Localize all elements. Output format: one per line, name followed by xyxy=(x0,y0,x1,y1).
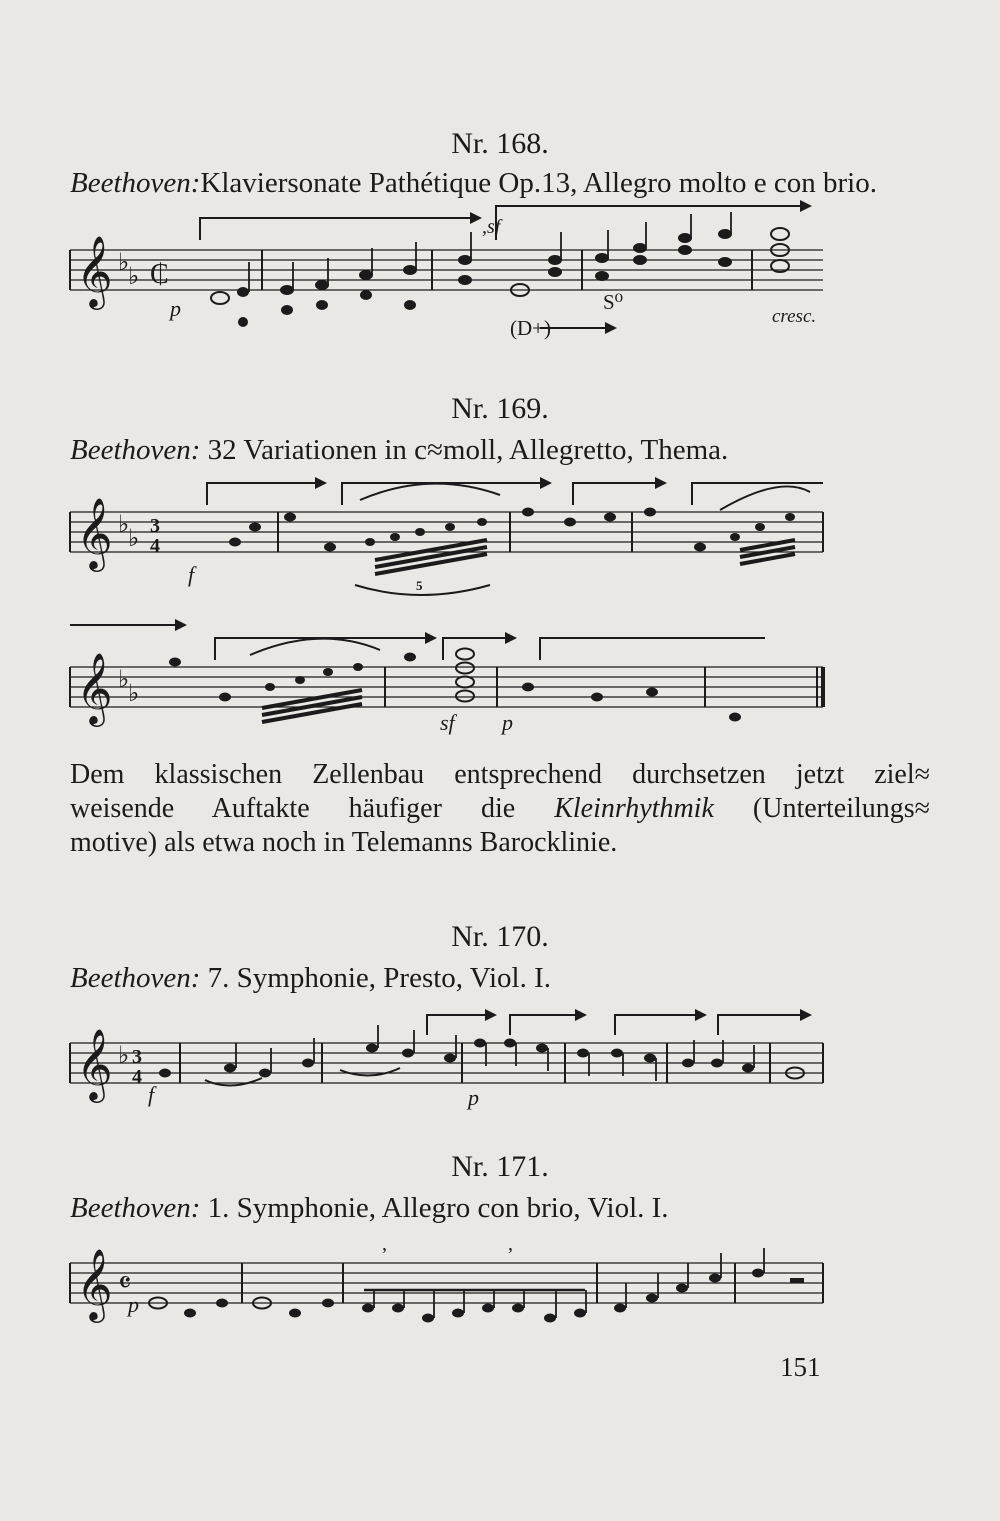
sforzando-marking: ,sf xyxy=(482,216,501,238)
example-title-170 xyxy=(70,962,551,995)
composer-name: Beethoven: xyxy=(70,962,201,994)
example-title-169 xyxy=(70,434,728,467)
svg-text:₵: ₵ xyxy=(150,259,169,290)
example-title-171 xyxy=(70,1192,669,1225)
paragraph-fragment: (Unterteilungs≈ xyxy=(752,793,931,824)
example-number-168: Nr. 168. xyxy=(451,127,549,160)
dynamic-marking: p xyxy=(170,296,181,321)
function-symbol: (D+) xyxy=(510,316,551,340)
paragraph-line xyxy=(70,792,930,826)
work-title: 7. Symphonie, Presto, Viol. I. xyxy=(207,962,551,994)
svg-text:4: 4 xyxy=(150,535,160,557)
dynamic-marking: p xyxy=(502,710,513,735)
staff-168 xyxy=(70,200,823,334)
svg-text:♭: ♭ xyxy=(128,526,140,552)
work-title: 1. Symphonie, Allegro con brio, Viol. I. xyxy=(207,1192,669,1224)
emphasis-term: Kleinrhythmik xyxy=(554,793,714,824)
work-title: 32 Variationen in c≈moll, Allegretto, Thema. xyxy=(207,434,729,466)
svg-text:3: 3 xyxy=(132,1046,142,1068)
staff-169-a xyxy=(70,477,823,595)
svg-text:𝄞: 𝄞 xyxy=(76,1251,113,1319)
paragraph-line: motive) als etwa noch in Telemanns Barocklinie. xyxy=(70,827,618,858)
dynamic-marking: p xyxy=(128,1292,139,1317)
svg-text:𝄞: 𝄞 xyxy=(76,655,113,723)
svg-text:♭: ♭ xyxy=(118,1043,130,1069)
svg-text:𝄞: 𝄞 xyxy=(76,238,113,306)
dynamic-marking: f xyxy=(188,562,195,587)
sforzando-marking: sf xyxy=(440,710,455,735)
function-symbol: S⁰ xyxy=(603,290,624,314)
svg-text:4: 4 xyxy=(132,1066,142,1088)
svg-text:𝄞: 𝄞 xyxy=(76,500,113,568)
paragraph-line: Dem klassischen Zellenbau entsprechend durchsetzen jetzt ziel≈ xyxy=(70,759,930,790)
svg-text:♭: ♭ xyxy=(118,667,130,693)
svg-text:♭: ♭ xyxy=(118,512,130,538)
dynamic-marking: p xyxy=(468,1085,479,1110)
svg-text:3: 3 xyxy=(150,515,160,537)
breath-mark: , xyxy=(508,1233,513,1255)
svg-text:♭: ♭ xyxy=(128,264,140,290)
tuplet-number: 5 xyxy=(416,578,423,593)
staff-170 xyxy=(70,1009,823,1103)
svg-text:♭: ♭ xyxy=(118,250,130,276)
page-number: 151 xyxy=(780,1352,821,1382)
paragraph-fragment: weisende Auftakte häufiger die xyxy=(70,793,516,824)
composer-name: Beethoven: xyxy=(70,167,201,199)
composer-name: Beethoven: xyxy=(70,1192,201,1224)
svg-text:♭: ♭ xyxy=(128,681,140,707)
staff-171 xyxy=(70,1248,823,1323)
body-paragraph xyxy=(70,758,930,860)
example-number-169: Nr. 169. xyxy=(451,392,549,425)
svg-text:𝄞: 𝄞 xyxy=(76,1031,113,1099)
crescendo-marking: cresc. xyxy=(772,306,817,327)
svg-text:𝄴: 𝄴 xyxy=(118,1267,132,1300)
work-title: Klaviersonate Pathétique Op.13, Allegro molto e con brio. xyxy=(200,167,877,199)
composer-name: Beethoven: xyxy=(70,434,201,466)
example-number-171: Nr. 171. xyxy=(451,1150,549,1183)
example-number-170: Nr. 170. xyxy=(451,920,549,953)
breath-mark: , xyxy=(382,1233,387,1255)
dynamic-marking: f xyxy=(148,1082,155,1107)
